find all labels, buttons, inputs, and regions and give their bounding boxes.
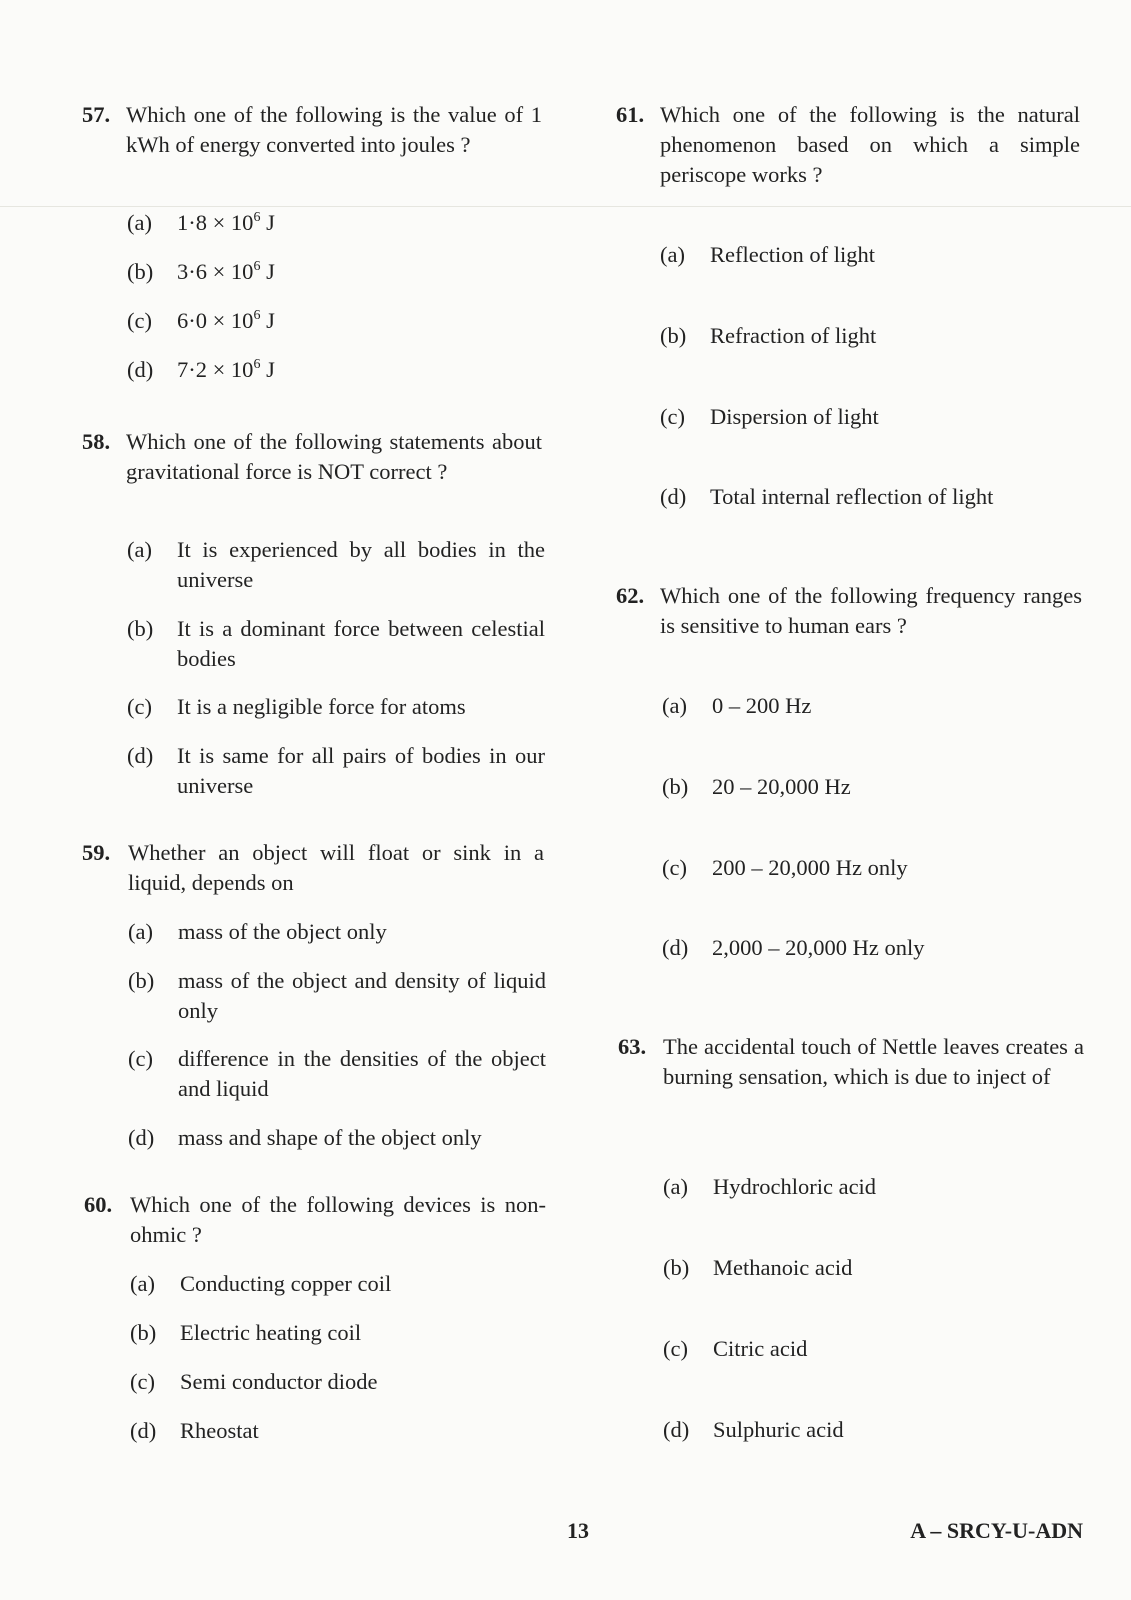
option-label: (d): [662, 935, 689, 960]
option-label: (a): [128, 919, 153, 944]
option-text: mass and shape of the object only: [178, 1125, 482, 1150]
option-text: $6\cdot 0 \times 10^6$ J: [177, 307, 275, 333]
question-text: Which one of the following is the natural phenomenon based on which a simple periscope works ?: [660, 102, 1080, 187]
option-text: $1\cdot 8 \times 10^6$ J: [177, 209, 275, 235]
option-text: It is experienced by all bodies in the universe: [177, 537, 545, 592]
option-label: (a): [130, 1271, 155, 1296]
scan-crease: [0, 206, 1131, 207]
page-number: 13: [567, 1518, 589, 1543]
option-label: (d): [663, 1417, 690, 1442]
question-number: 60.: [84, 1192, 113, 1217]
question-number: 58.: [82, 429, 111, 454]
option-text: It is same for all pairs of bodies in our universe: [177, 743, 545, 798]
option-text: Rheostat: [180, 1418, 259, 1443]
option-label: (b): [663, 1255, 690, 1280]
question-number: 63.: [618, 1034, 647, 1059]
option-text: Total internal reflection of light: [710, 484, 994, 509]
question-number: 57.: [82, 102, 111, 127]
option-text: 200 – 20,000 Hz only: [712, 855, 908, 880]
option-text: Dispersion of light: [710, 404, 879, 429]
option-label: (c): [127, 308, 152, 333]
question-text: Which one of the following frequency ranges is sensitive to human ears ?: [660, 583, 1082, 638]
option-text: Electric heating coil: [180, 1320, 362, 1345]
option-label: (d): [660, 484, 687, 509]
option-label: (c): [130, 1369, 155, 1394]
option-label: (a): [663, 1174, 688, 1199]
option-label: (c): [662, 855, 687, 880]
option-text: Reflection of light: [710, 242, 875, 267]
question-text: Which one of the following is the value of 1 kWh of energy converted into joules ?: [126, 102, 542, 157]
option-text: $7\cdot 2 \times 10^6$ J: [177, 356, 275, 382]
option-text: difference in the densities of the object and liquid: [178, 1046, 546, 1101]
option-label: (b): [662, 774, 689, 799]
option-label: (a): [662, 693, 687, 718]
question-text: Whether an object will float or sink in a liquid, depends on: [128, 840, 544, 895]
option-text: mass of the object and density of liquid only: [178, 968, 546, 1023]
option-label: (d): [127, 357, 154, 382]
option-text: Semi conductor diode: [180, 1369, 378, 1394]
option-text: 2,000 – 20,000 Hz only: [712, 935, 925, 960]
option-label: (c): [660, 404, 685, 429]
option-text: $3\cdot 6 \times 10^6$ J: [177, 258, 275, 284]
option-text: 20 – 20,000 Hz: [712, 774, 851, 799]
option-text: Hydrochloric acid: [713, 1174, 877, 1199]
option-label: (c): [128, 1046, 153, 1071]
option-label: (d): [128, 1125, 155, 1150]
option-label: (d): [127, 743, 154, 768]
option-label: (b): [130, 1320, 157, 1345]
option-text: Refraction of light: [710, 323, 877, 348]
question-text: Which one of the following statements about gravitational force is NOT correct ?: [126, 429, 542, 484]
option-label: (a): [660, 242, 685, 267]
option-label: (c): [127, 694, 152, 719]
option-text: Sulphuric acid: [713, 1417, 844, 1442]
option-label: (a): [127, 537, 152, 562]
question-number: 59.: [82, 840, 111, 865]
option-label: (d): [130, 1418, 157, 1443]
option-text: It is a dominant force between celestial bodies: [177, 616, 545, 671]
question-number: 62.: [616, 583, 645, 608]
option-label: (c): [663, 1336, 688, 1361]
option-text: mass of the object only: [178, 919, 387, 944]
option-label: (b): [127, 616, 154, 641]
option-text: Methanoic acid: [713, 1255, 853, 1280]
option-label: (b): [660, 323, 687, 348]
option-text: 0 – 200 Hz: [712, 693, 812, 718]
question-text: The accidental touch of Nettle leaves creates a burning sensation, which is due to inject of: [663, 1034, 1084, 1089]
question-number: 61.: [616, 102, 645, 127]
booklet-code: A – SRCY-U-ADN: [910, 1518, 1083, 1543]
option-text: Conducting copper coil: [180, 1271, 392, 1296]
option-label: (b): [127, 259, 154, 284]
option-text: Citric acid: [713, 1336, 808, 1361]
option-label: (b): [128, 968, 155, 993]
option-text: It is a negligible force for atoms: [177, 694, 466, 719]
question-text: Which one of the following devices is non-ohmic ?: [130, 1192, 546, 1247]
option-label: (a): [127, 210, 152, 235]
